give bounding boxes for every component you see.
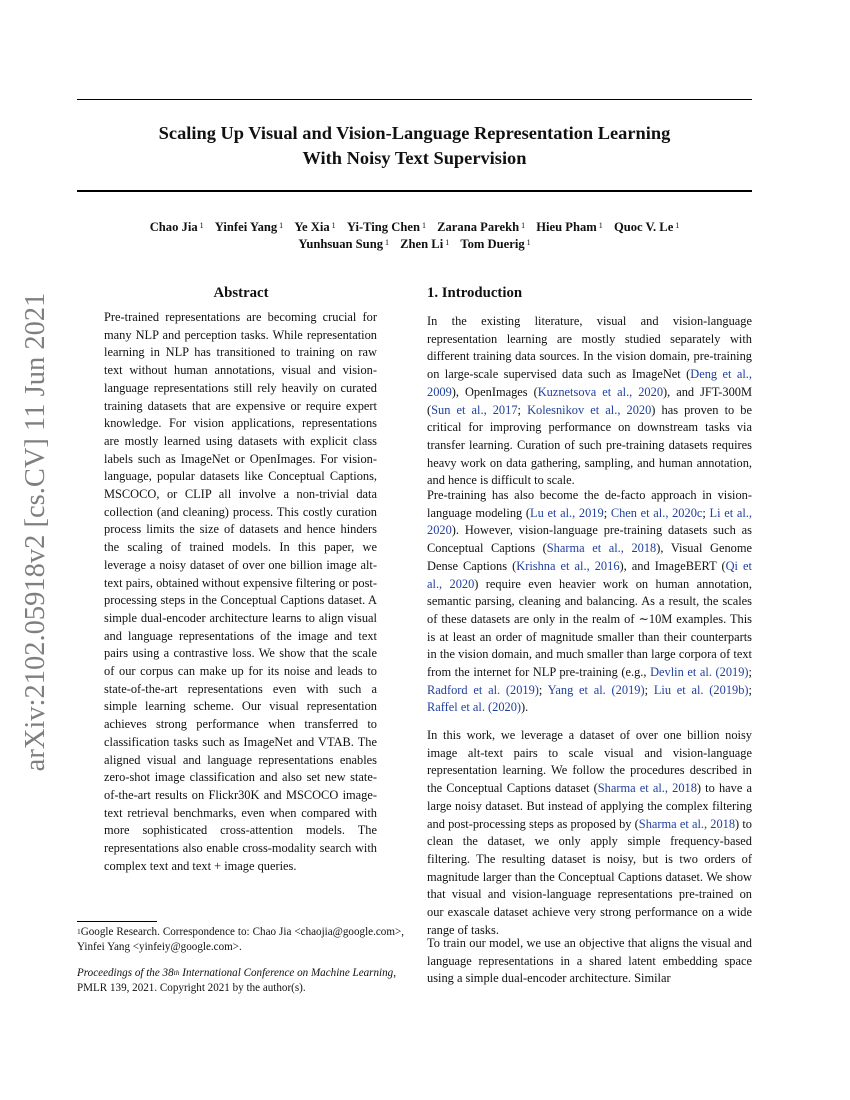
citation-link[interactable]: Sharma et al., 2018: [638, 816, 736, 831]
abstract-body: Pre-trained representations are becoming crucial for many NLP and perception tasks. While representation learning in NLP has transitioned to training on raw text without human annotations, visual and vision-language representations still rely heavily on curated training datasets that are expensive or require expert knowledge. For vision applications, representations are mostly learned using datasets with explicit class labels such as ImageNet or OpenImages. For vision-language, popular datasets like Conceptual Captions, MSCOCO, or CLIP all involve a non-trivial data collection (and cleaning) process. This costly curation process limits the size of datasets and hence hinders the scaling of trained models. In this paper, we leverage a noisy dataset of over one billion image alt-text pairs, obtained without expensive filtering or post-processing steps in the Conceptual Captions dataset. A simple dual-encoder architecture learns to align visual and language representations of the image and text pairs using a contrastive loss. We show that the scale of our corpus can make up for its noise and leads to state-of-the-art representations even with such a simple learning scheme. Our visual representation achieves strong performance when transferred to classification tasks such as ImageNet and VTAB. The aligned visual and language representations enables zero-shot image classification and also set new state-of-the-art results on Flickr30K and MSCOCO image-text retrieval benchmarks, even when compared with more sophisticated cross-attention models. The representations also enable cross-modality search with complex text and text + image queries.: [104, 310, 377, 873]
citation-link[interactable]: Yang et al. (2019): [547, 682, 645, 697]
citation-link[interactable]: Sharma et al., 2018: [546, 541, 657, 556]
author: Ye Xia $^1$: [294, 220, 336, 234]
intro-paragraph: [427, 727, 752, 939]
text-run: ) to have a large noisy dataset. But instead of applying the complex filtering and post-processing steps as proposed by (: [427, 781, 752, 831]
author: Yi-Ting Chen $^1$: [346, 220, 426, 234]
intro-paragraph: [427, 487, 752, 717]
text-run: ), OpenImages (: [451, 384, 538, 399]
text-run: ).: [521, 700, 529, 715]
citation-link[interactable]: Qi et al., 2020: [427, 558, 752, 591]
citation-link[interactable]: Sharma et al., 2018: [597, 781, 697, 796]
paper-title: [77, 121, 752, 171]
author: Quoc V. Le $^1$: [613, 220, 680, 234]
text-run: ) require even heavier work on human annotation, semantic parsing, cleaning and balancing. As a result, the scales of these datasets are only in the realm of ∼10M examples. This is at least an order of magnitude smaller than their counterparts in the vision domain, and much smaller than large corpora of text from the internet for NLP pre-training (e.g.,: [427, 576, 752, 680]
citation-link[interactable]: Liu et al. (2019b): [653, 682, 749, 697]
citation-link[interactable]: Li et al., 2020: [427, 505, 752, 538]
text-run: To train our model, we use an objective that aligns the visual and language representations in a shared latent embedding space using a simple dual-encoder architecture. Similar: [427, 936, 752, 986]
citation-link[interactable]: Kolesnikov et al., 2020: [527, 402, 652, 417]
citation-link[interactable]: Krishna et al., 2016: [516, 558, 620, 573]
text-run: ), Visual Genome Dense Captions (: [427, 541, 752, 573]
author: Yunhsuan Sung $^1$: [298, 237, 389, 251]
citation-link[interactable]: Chen et al., 2020c: [610, 505, 703, 520]
author: Zarana Parekh $^1$: [437, 220, 526, 234]
citation-link[interactable]: Kuznetsova et al., 2020: [537, 384, 664, 399]
author-list: [77, 219, 752, 253]
citation-link[interactable]: Radford et al. (2019): [427, 682, 539, 697]
text-run: In the existing literature, visual and vision-language representation learning are mostly studied separately with different training data sources. In the vision domain, pre-training on large-scale supervised data such as ImageNet (: [427, 314, 752, 382]
author: Chao Jia $^1$: [149, 220, 204, 234]
author-line-1: [77, 219, 752, 236]
citation-link[interactable]: Raffel et al. (2020): [427, 700, 522, 715]
text-run: ;: [644, 682, 654, 697]
abstract-heading: Abstract: [213, 285, 269, 301]
author: Yinfei Yang $^1$: [214, 220, 284, 234]
author-line-2: [77, 236, 752, 253]
text-run: ;: [702, 505, 710, 520]
proceedings-note: Proceedings of the 38th International Conference on Machine Learning, PMLR 139, 2021. Copyright 2021 by the author(s).: [77, 967, 396, 995]
citation-link[interactable]: Deng et al., 2009: [427, 367, 752, 399]
text-run: ;: [603, 505, 611, 520]
text-run: ;: [748, 682, 752, 697]
introduction-heading: 1. Introduction: [427, 285, 523, 301]
text-run: ;: [748, 665, 752, 680]
text-run: ;: [538, 682, 548, 697]
text-run: ), and ImageBERT (: [619, 558, 726, 573]
title-line-1: Scaling Up Visual and Vision-Language Representation Learning: [158, 123, 671, 143]
author: Hieu Pham $^1$: [536, 220, 603, 234]
text-run: ), and JFT-300M (: [427, 384, 752, 417]
title-rule-top: [77, 99, 752, 100]
title-rule-bottom: [77, 190, 752, 192]
footnote-rule: [77, 921, 157, 922]
intro-paragraph: [427, 935, 752, 988]
text-run: ). However, vision-language pre-training datasets such as Conceptual Captions (: [427, 523, 752, 556]
title-line-2: With Noisy Text Supervision: [302, 148, 527, 168]
text-run: In this work, we leverage a dataset of over one billion noisy image alt-text pairs to scale visual and vision-language representation learning. We follow the procedures described in the Conceptual Captions dataset (: [427, 728, 752, 796]
citation-link[interactable]: Devlin et al. (2019): [650, 665, 749, 680]
text-run: ;: [517, 402, 528, 417]
intro-paragraph: [427, 313, 752, 490]
author: Zhen Li $^1$: [400, 237, 450, 251]
affiliation-footnote: $^1$Google Research. Correspondence to: Chao Jia <chaojia@google.com>, Yinfei Yang <yinfeiy@google.com>.: [77, 926, 404, 954]
text-run: Pre-training has also become the de-facto approach in vision-language modeling (: [427, 488, 752, 520]
author: Tom Duerig $^1$: [460, 237, 531, 251]
citation-link[interactable]: Sun et al., 2017: [431, 402, 518, 417]
text-run: ) to clean the dataset, we only apply simple frequency-based filtering. The resulting dataset is noisy, but is two orders of magnitude larger than the Conceptual Captions dataset. We show that visual and vision-language representations pre-trained on our exascale dataset achieve very strong performance on a wide range of tasks.: [427, 816, 752, 937]
text-run: ) has proven to be critical for improving performance on downstream tasks via transfer learning. Curation of such pre-training datasets requires heavy work on data gathering, sampling, and human annotation, and hence is difficult to scale.: [427, 402, 752, 488]
citation-link[interactable]: Lu et al., 2019: [530, 505, 604, 520]
